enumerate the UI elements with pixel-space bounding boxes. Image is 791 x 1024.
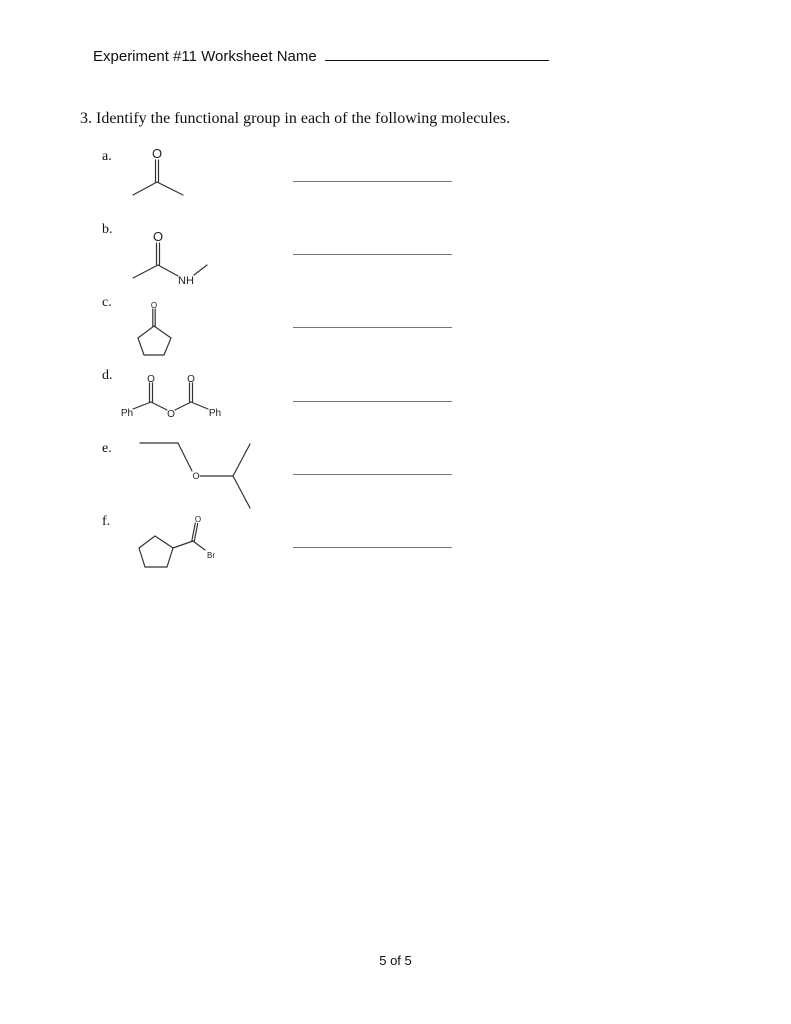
- item-label-e: e.: [102, 441, 112, 456]
- item-label-d: d.: [102, 368, 113, 383]
- question-prompt: 3. Identify the functional group in each of the following molecules.: [80, 110, 511, 127]
- item-label-b: b.: [102, 222, 113, 237]
- atom-o2-d: O: [167, 409, 175, 420]
- page-number: 5 of 5: [379, 953, 412, 968]
- atom-o-a: O: [151, 146, 163, 161]
- atom-o-e: O: [192, 471, 200, 481]
- atom-nh-b: NH: [178, 275, 194, 287]
- atom-o3-d: O: [187, 374, 195, 385]
- atom-ph2-d: Ph: [208, 408, 222, 419]
- item-label-f: f.: [102, 514, 111, 529]
- atom-o-b: O: [152, 229, 164, 244]
- atom-ph1-d: Ph: [120, 408, 134, 419]
- molecule-c-structure: [138, 309, 171, 355]
- molecule-f-structure: [139, 523, 205, 567]
- molecule-d-structure: [133, 383, 208, 410]
- molecule-b-structure: [133, 243, 207, 278]
- header-title: Experiment #11 Worksheet Name: [93, 48, 317, 65]
- item-label-a: a.: [102, 149, 112, 164]
- item-label-c: c.: [102, 295, 112, 310]
- atom-br-f: Br: [207, 551, 215, 560]
- atom-o-c: O: [150, 301, 158, 310]
- atom-o-f: O: [194, 515, 202, 524]
- atom-o1-d: O: [147, 374, 155, 385]
- molecule-a-structure: [133, 160, 183, 195]
